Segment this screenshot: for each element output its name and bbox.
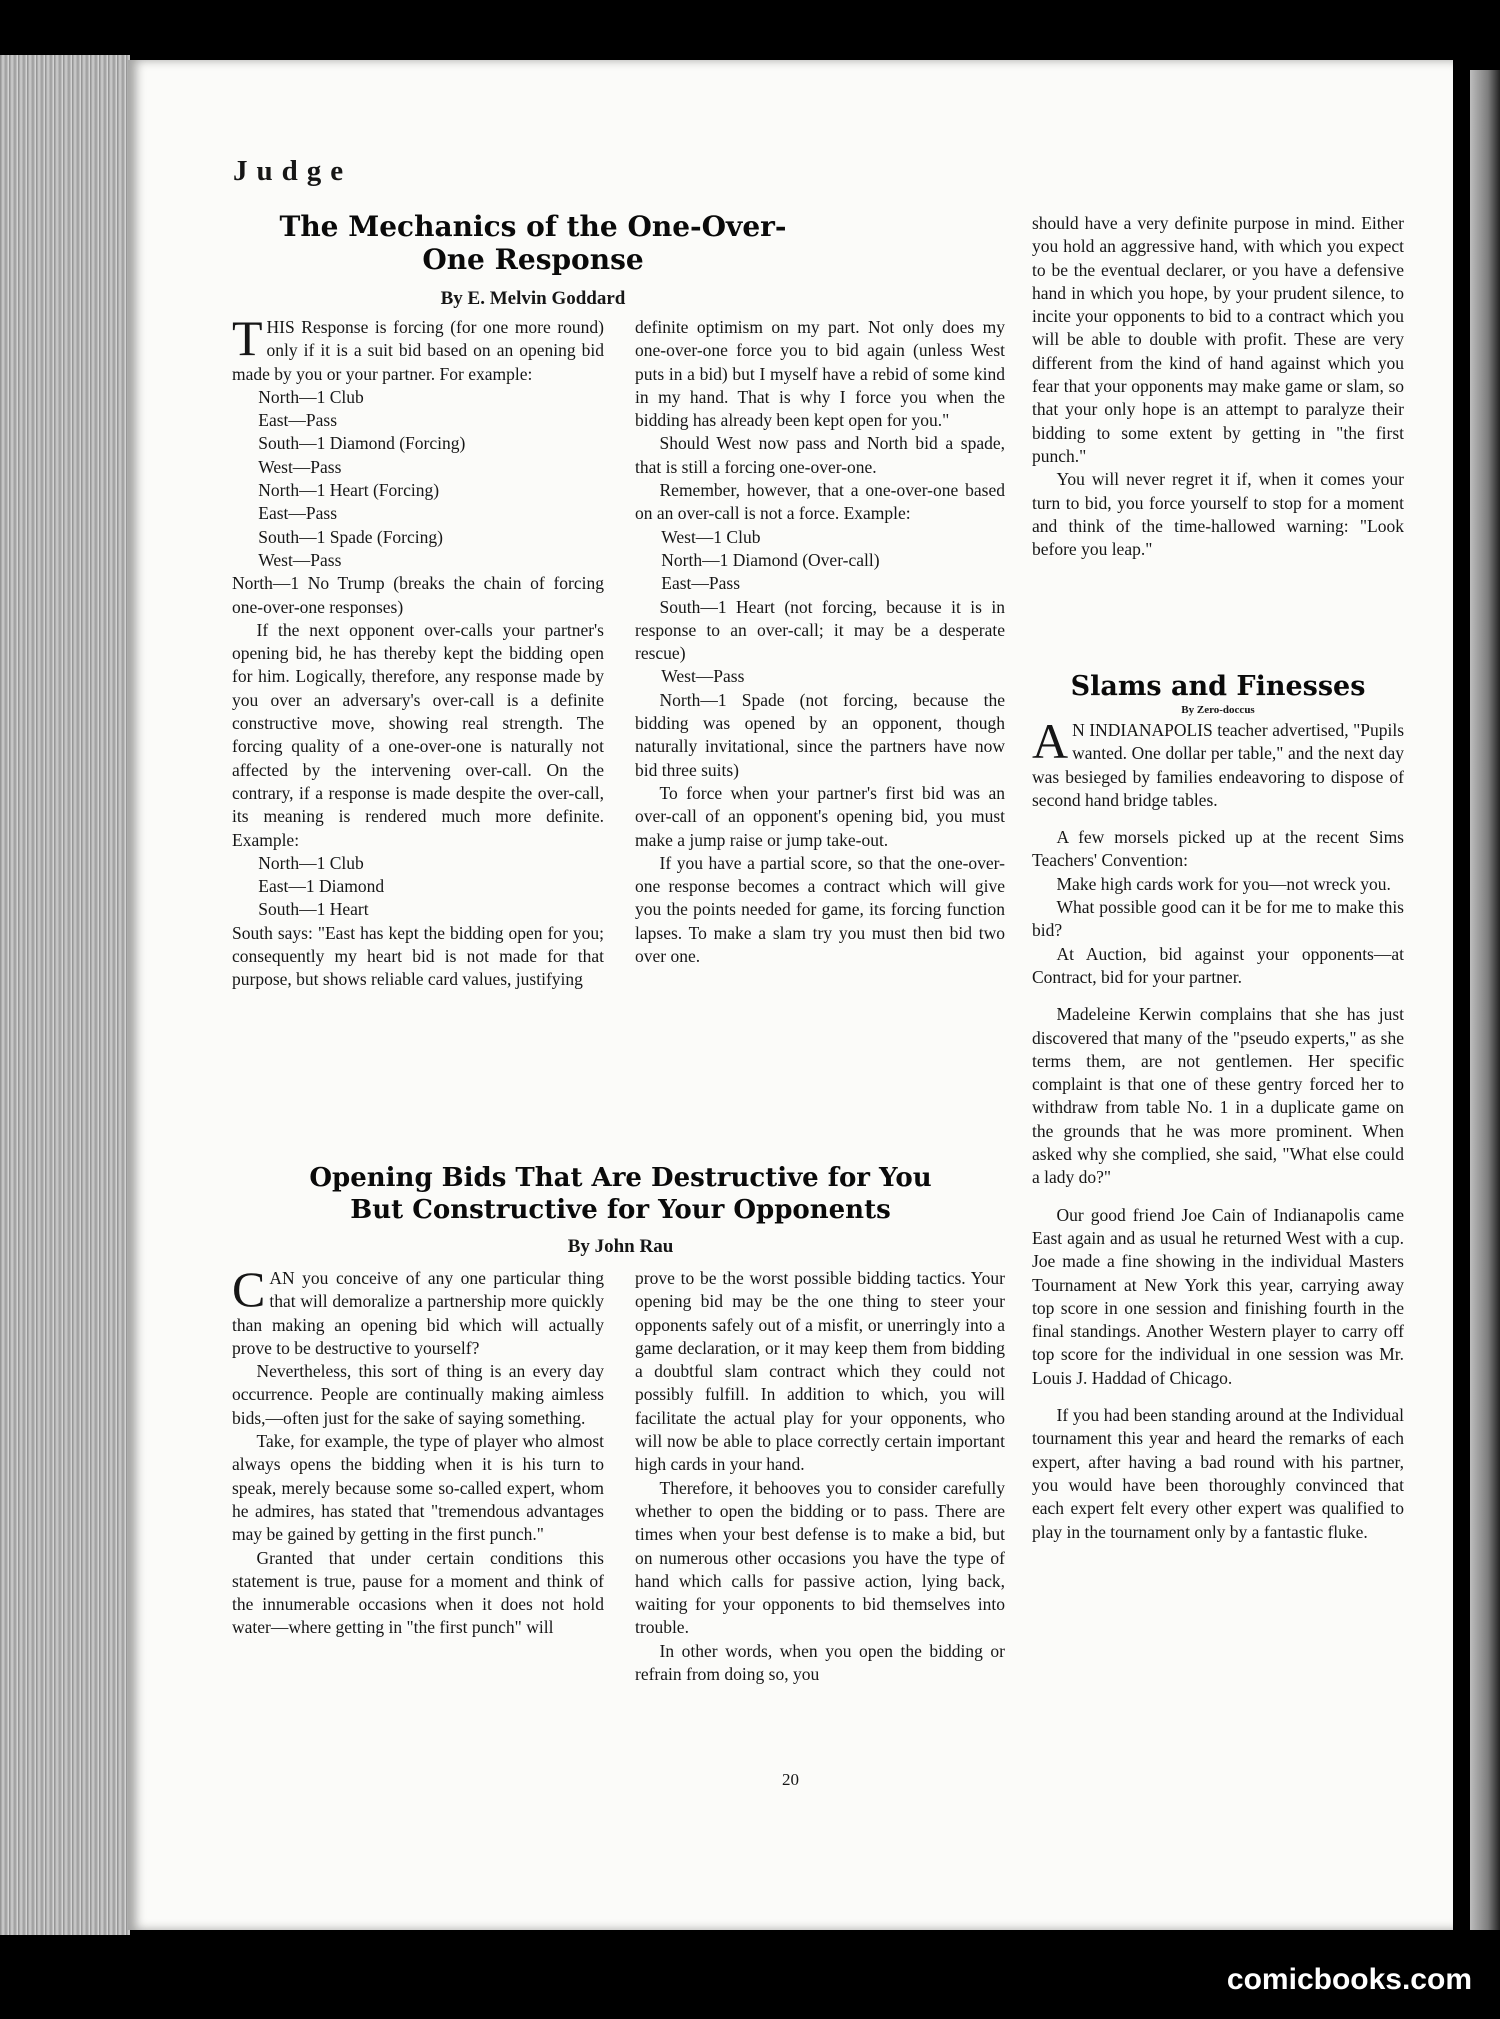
article3-byline: By Zero-doccus	[1181, 704, 1255, 716]
article3-para3: Make high cards work for you—not wreck you.	[1056, 873, 1391, 894]
article2-col1-para2: Nevertheless, this sort of thing is an every day occurrence. People are continually making aimless bids,—often just for the sake of saying something.	[232, 1361, 604, 1428]
article2-title	[233, 1162, 1008, 1226]
bid-line: West—1 Club	[661, 526, 761, 547]
bid-line: North—1 Heart (Forcing)	[258, 480, 440, 501]
running-head: Judge	[233, 155, 353, 187]
article2-title-line1: Opening Bids That Are Destructive for You	[309, 1163, 932, 1193]
article1-col2-para3: Remember, however, that a one-over-one based on an over-call is not a force. Example:	[635, 480, 1005, 524]
article1-title-line2: One Response	[422, 243, 644, 276]
bid-line: East—1 Diamond	[258, 876, 385, 897]
article1-col3-para1: should have a very definite purpose in mind. Either you hold an aggressive hand, with which you expect to be the eventual declarer, or you have a defensive hand in which you hope, by your prudent silence, to incite your opponents to bid to a contract which you will be able to double with profit. These are very different from the kind of hand against which you fear that your opponents may make game or slam, so that your only hope is an attempt to paralyze their bidding to some extent by getting in "the first punch."	[1032, 213, 1404, 466]
article2-col1-para3: Take, for example, the type of player who almost always opens the bidding when it is his turn to speak, merely because some so-called expert, whom he admires, has stated that "tremendous advantages may be gained by getting in the first punch."	[232, 1431, 604, 1545]
bid-line: East—Pass	[661, 573, 740, 594]
book-page-edges	[0, 55, 130, 1935]
article3-para4: What possible good can it be for me to make this bid?	[1032, 897, 1404, 941]
article3-para7: Our good friend Joe Cain of Indianapolis came East again and as usual he returned West with a cup. Joe made a fine showing in the individual Masters Tournament at New York this year, carrying away top score in one session and finishing fourth in the final standings. Another Western player to carry off top score for the individual in one session was Mr. Louis J. Haddad of Chicago.	[1032, 1204, 1404, 1388]
article2-col2-para2: Therefore, it behooves you to consider carefully whether to open the bidding or to pass. There are times when your best defense is to make a bid, but on numerous other occasions you have the type of hand which calls for passive action, lying back, waiting for your opponents to bid themselves into trouble.	[635, 1477, 1005, 1638]
bid-line: South—1 Spade (Forcing)	[258, 526, 443, 547]
page-number: 20	[782, 1770, 799, 1789]
article1-title-line1: The Mechanics of the One-Over-	[279, 210, 787, 243]
book-right-edge	[1470, 70, 1500, 1930]
bid-line: South—1 Diamond (Forcing)	[258, 433, 466, 454]
bid-line: West—Pass	[258, 456, 342, 477]
dropcap: A	[1032, 713, 1069, 769]
article1-col2-para5: If you have a partial score, so that the one-over-one response becomes a contract which will give you the points needed for game, its forcing function lapses. To make a slam try you must then bid two over one.	[635, 852, 1005, 967]
bid-line: North—1 No Trump (breaks the chain of forcing one-over-one responses)	[232, 573, 604, 617]
article1-col2-para2: Should West now pass and North bid a spade, that is still a forcing one-over-one.	[635, 433, 1005, 477]
dropcap: C	[232, 1261, 266, 1317]
article1-col2-para4: To force when your partner's first bid was an over-call of an opponent's opening bid, you must make a jump raise or jump take-out.	[635, 782, 1005, 850]
article1-col1-para3: South says: "East has kept the bidding open for you; consequently my heart bid is not made for that purpose, but shows reliable card values, justifying	[232, 922, 604, 990]
bid-line: North—1 Club	[258, 386, 364, 407]
dropcap: T	[232, 310, 263, 366]
article2-column1	[232, 1261, 604, 1640]
article3-title: Slams and Finesses	[1070, 671, 1366, 702]
bid-line: East—Pass	[258, 503, 337, 524]
article2-col2-para1: prove to be the worst possible bidding tactics. Your opening bid may be the one thing to steer your opponents safely out of a misfit, or unerringly into a game declaration, or it may keep them from bidding a doubtful slam contract which they could not possibly fulfill. In addition to which, you will facilitate the actual play for your opponents, who will now be able to place correctly certain important high cards in your hand.	[635, 1268, 1005, 1475]
bid-line: East—Pass	[258, 410, 337, 431]
article3-para6: Madeleine Kerwin complains that she has just discovered that many of the "pseudo experts," as she terms them, are not gentlemen. Her specific complaint is that one of these gentry forced her to withdraw from table No. 1 in a duplicate game on the grounds that he was more prominent. When asked why she complied, she said, "What else could a lady do?"	[1032, 1004, 1404, 1188]
article2-col2-para3: In other words, when you open the bidding or refrain from doing so, you	[635, 1640, 1005, 1685]
article3-column	[1032, 713, 1404, 1544]
article1-title	[233, 210, 833, 276]
article1-byline: By E. Melvin Goddard	[440, 288, 626, 309]
article1-col1-para1: THIS Response is forcing (for one more round) only if it is a suit bid based on an opening bid made by you or your partner. For example:	[232, 310, 604, 384]
watermark: comicbooks.com	[1226, 1963, 1472, 1996]
bid-line: North—1 Diamond (Over-call)	[661, 549, 880, 570]
article3-para5: At Auction, bid against your opponents—at Contract, bid for your partner.	[1032, 943, 1404, 987]
article3-para1: A N INDIANAPOLIS teacher advertised, "Pupils wanted. One dollar per table," and the next day was besieged by families endeavoring to dispose of second hand bridge tables.	[1032, 713, 1404, 810]
article2-byline: By John Rau	[567, 1236, 674, 1257]
article2-title-line2: But Constructive for Your Opponents	[350, 1195, 891, 1225]
article3-para2: A few morsels picked up at the recent Sims Teachers' Convention:	[1032, 827, 1404, 871]
article1-col1-para2: If the next opponent over-calls your partner's opening bid, he has thereby kept the bidding open for him. Logically, therefore, any response made by you over an adversary's over-call is a definite constructive move, showing real strength. The forcing quality of a one-over-one is naturally not affected by the intervening over-call. On the contrary, if a response is made despite the over-call, its meaning is rendered much more definite. Example:	[232, 619, 604, 850]
bid-line: North—1 Spade (not forcing, because the bidding was opened by an opponent, though naturally invitational, since the partners have now bid three suits)	[635, 689, 1005, 780]
bid-line: North—1 Club	[258, 852, 364, 873]
article1-column3	[1032, 212, 1404, 561]
article2-column2	[635, 1267, 1005, 1686]
article2-col1-para4: Granted that under certain conditions this statement is true, pause for a moment and think of the innumerable occasions when it does not hold water—where getting in "the first punch" will	[232, 1547, 604, 1638]
article1-col2-para1: definite optimism on my part. Not only does my one-over-one force you to bid again (unless West puts in a bid) but I myself have a rebid of some kind in my hand. That is why I force you when the bidding has already been kept open for you."	[635, 317, 1005, 431]
article2-col1-para1: CAN you conceive of any one particular thing that will demoralize a partnership more quickly than making an opening bid which will actually prove to be destructive to yourself?	[232, 1261, 604, 1358]
article1-column1	[232, 310, 604, 992]
bid-line: South—1 Heart	[258, 899, 369, 920]
article3-para8: If you had been standing around at the Individual tournament this year and heard the remarks of each expert, after having a bad round with his partner, you would have been thoroughly convinced that each expert felt every other expert was qualified to play in the tournament only by a fantastic fluke.	[1032, 1405, 1404, 1542]
magazine-page	[128, 60, 1453, 1930]
article1-col3-para2: You will never regret it if, when it comes your turn to bid, you force yourself to stop for a moment and think of the time-hallowed warning: "Look before you leap."	[1032, 469, 1404, 560]
bid-line: West—Pass	[258, 549, 342, 570]
bid-line: West—Pass	[661, 666, 745, 687]
article1-column2	[635, 316, 1005, 968]
bid-line: South—1 Heart (not forcing, because it is in response to an over-call; it may be a desperate rescue)	[635, 596, 1005, 664]
